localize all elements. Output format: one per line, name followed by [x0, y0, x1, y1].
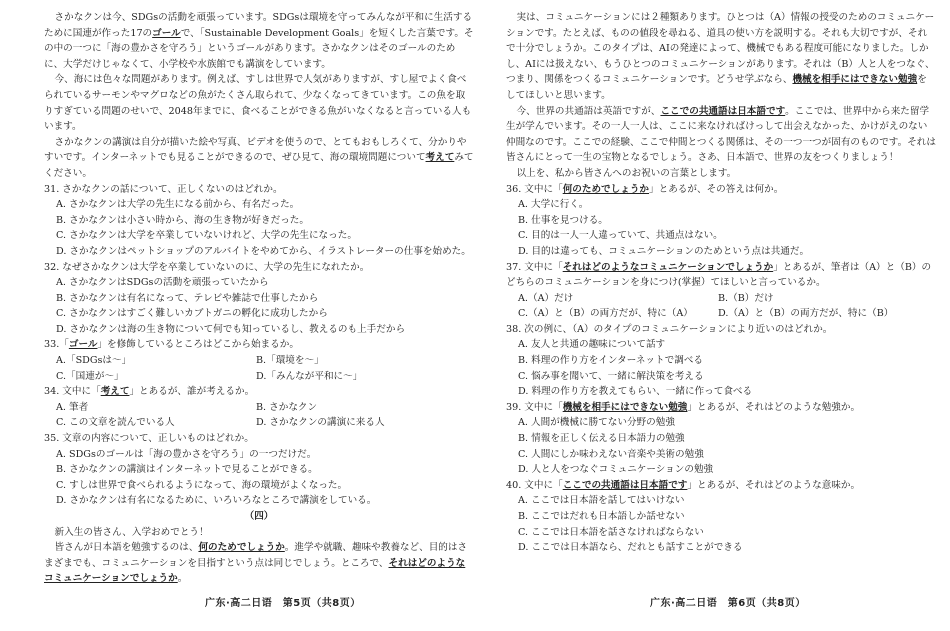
- left-page-column: [44, 10, 474, 587]
- option-row: [44, 415, 474, 431]
- option: C.（A）と（B）の両方だが、特に（A）: [518, 308, 693, 320]
- option: D. 料理の作り方を教えてもらい、一緒に作って食べる: [518, 386, 753, 398]
- option: B. さかなクン: [256, 401, 318, 413]
- option: B.「環境を～」: [256, 355, 324, 367]
- option: A. 大学に行く。: [518, 199, 589, 211]
- option: B. さかなクンは有名になって、テレビや雑誌で仕事したから: [56, 292, 319, 304]
- option: D. さかなクンはペットショップのアルバイトをやめてから、イラストレーターの仕事を始めた。: [56, 245, 471, 257]
- underlined-phrase-machine: 機械を相手にはできない勉強: [792, 74, 918, 86]
- option: A.「SDGsは～」: [56, 355, 132, 367]
- question-40-stem: 40. 文中に「ここでの共通語は日本語です」とあるが、それはどのような意味か。: [506, 479, 861, 491]
- option: D. さかなクンは有名になるために、いろいろなところで講演をしている。: [56, 495, 377, 507]
- option: C.「国連が～」: [56, 370, 124, 382]
- option-row: [506, 306, 936, 322]
- option: C. 目的は一人一人違っていて、共通点はない。: [518, 230, 723, 242]
- question-37-stem: 37. 文中に「それはどのようなコミュニケーションでしょうか」とあるが、筆者は（A）と（B）のどちらのコミュニケーションを身につけ(掌握）てほしいと言っているか。: [506, 261, 932, 289]
- option: C. 悩み事を聞いて、一緒に解決策を考える: [518, 370, 704, 382]
- option: B.（B）だけ: [718, 292, 774, 304]
- option: B. ここではだれも日本語しか話せない: [518, 511, 685, 522]
- option: D.（A）と（B）の両方だが、特に（B）: [718, 308, 894, 320]
- option: D. さかなクンの講演に来る人: [256, 417, 385, 429]
- paragraph: 皆さんが日本語を勉強するのは、何のためでしょうか。進学や就職、趣味や教養など、目的はさまざまでも、コミュニケーションを目指すという点は同じでしょう。ところで、それはどのようなコミュニケーションでしょうか。: [44, 542, 468, 585]
- option: B. 仕事を見つける。: [518, 214, 608, 226]
- option: D. さかなクンは海の生き物について何でも知っているし、教えるのも上手だから: [56, 323, 406, 335]
- paragraph: さかなクンの講演は自分が描いた絵や写真、ビデオを使うので、とてもおもしろくて、分かりやすいです。インターネットでも見ることができるので、ぜひ見て、海の環境問題について考えてみてください。: [44, 136, 474, 179]
- underlined-phrase-communication: それはどのようなコミュニケーションでしょうか: [44, 557, 466, 585]
- underlined-phrase-goal: ゴール: [152, 27, 181, 39]
- question-35-stem: 35. 文章の内容について、正しいものはどれか。: [44, 433, 254, 445]
- section-heading: （四）: [244, 511, 274, 522]
- page-footer-left: 广东·高二日语 第5页（共8页）: [205, 598, 361, 609]
- question-32-stem: 32. なぜさかなクンは大学を卒業していないのに、大学の先生になれたか。: [44, 261, 370, 273]
- option: A.（A）だけ: [518, 292, 574, 304]
- option: C. さかなクンは大学を卒業していないけれど、大学の先生になった。: [56, 230, 357, 242]
- underlined-phrase-purpose: 何のためでしょうか: [198, 542, 285, 554]
- option: D.「みんなが平和に～」: [256, 370, 363, 382]
- underlined-phrase-think: 考えて: [425, 152, 455, 164]
- question-31-stem: 31. さかなクンの話について、正しくないのはどれか。: [44, 183, 283, 195]
- paragraph: 今、海には色々な問題があります。例えば、すしは世界で人気がありますが、すし屋でよく食べられているサーモンやマグロなどの魚がたくさん取られて、少なくなってきています。この魚を取りすぎている問題のせいで、2048年までに、食べることができる魚がいなくなると言っている人もいます。: [44, 74, 472, 133]
- question-38-stem: 38. 次の例に、（A）のタイプのコミュニケーションにより近いのはどれか。: [506, 323, 833, 335]
- option-row: [44, 400, 474, 416]
- option: A. 人間が機械に勝てない分野の勉強: [518, 417, 675, 429]
- underlined-phrase-common-language: ここでの共通語は日本語です: [660, 105, 786, 117]
- option-row: [506, 291, 936, 307]
- option: C. すしは世界で食べられるようになって、海の環境がよくなった。: [56, 479, 348, 491]
- option: A. 筆者: [56, 401, 89, 413]
- option: A. さかなクンはSDGsの活動を頑張っていたから: [56, 277, 269, 289]
- option: C. ここでは日本語を話さなければならない: [518, 526, 704, 538]
- paragraph: 実は、コミュニケーションには２種類あります。ひとつは（A）情報の授受のためのコミュニケーションです。たとえば、ものの値段を尋ねる、道具の使い方を説明する。それも大切ですが、それで十分でしょうか。このタイプは、AIの発達によって、機械でもある程度可能になりました。しかし、AIには扱えない、もうひとつのコミュニケーションがあります。それは（B）人と人をつなぐ、つまり、関係をつくるコミュニケーションです。どうせ学ぶなら、機械を相手にはできない勉強をしてほしいと思います。: [506, 12, 935, 101]
- option: A. SDGsのゴールは「海の豊かさを守ろう」の一つだけだ。: [56, 448, 317, 460]
- option: C. この文章を読んでいる人: [56, 417, 175, 429]
- option-row: [44, 353, 474, 369]
- option: A. 友人と共通の趣味について話す: [518, 339, 666, 351]
- right-page-column: [506, 10, 936, 556]
- option: B. 情報を正しく伝える日本語力の勉強: [518, 433, 685, 445]
- page-footer-right: 广东·高二日语 第6页（共8页）: [650, 598, 806, 609]
- question-34-stem: 34. 文中に「考えて」とあるが、誰が考えるか。: [44, 386, 255, 398]
- option: D. 人と人をつなぐコミュニケーションの勉強: [518, 464, 714, 476]
- question-33-stem: 33.「ゴール」を修飾しているところはどこから始まるか。: [44, 339, 299, 351]
- option: D. 目的は違っても、コミュニケーションのためという点は共通だ。: [518, 245, 810, 257]
- option: D. ここでは日本語なら、だれとも話すことができる: [518, 542, 743, 554]
- option: C. 人間にしか味わえない音楽や美術の勉強: [518, 448, 704, 460]
- option: B. さかなクンの講演はインターネットで見ることができる。: [56, 464, 318, 476]
- option: B. 料理の作り方をインターネットで調べる: [518, 355, 703, 367]
- question-39-stem: 39. 文中に「機械を相手にはできない勉強」とあるが、それはどのような勉強か。: [506, 401, 861, 413]
- paragraph: 新入生の皆さん、入学おめでとう！: [54, 526, 209, 538]
- question-36-stem: 36. 文中に「何のためでしょうか」とあるが、その答えは何か。: [506, 183, 784, 195]
- paragraph: 以上を、私から皆さんへのお祝いの言葉とします。: [516, 167, 737, 179]
- paragraph: 今、世界の共通語は英語ですが、ここでの共通語は日本語です。ここでは、世界中から来た留学生が学んでいます。その一人一人は、ここに来なければけっして出会えなかった、かけがえのない仲間なのです。ここでの経験、ここで仲間とつくる関係は、その一つ一つが固有のものです。それは皆さんにとって一生の宝物となるでしょう。さあ、日本語で、世界の友をつくりましょう！: [506, 105, 936, 164]
- option: A. ここでは日本語を話してはいけない: [518, 495, 685, 507]
- paragraph: さかなクンは今、SDGsの活動を頑張っています。SDGsは環境を守ってみんなが平和に生活するために国連が作った17のゴールで、「Sustainable Development Goals」を短くした言葉です。その中の一つに「海の豊かさを守ろう」というゴールがあります。さかなクンはそのゴールのために、大学だけじゃなくて、小学校や水族館でも講演をしています。: [44, 12, 474, 70]
- option: B. さかなクンは小さい時から、海の生き物が好きだった。: [56, 214, 309, 226]
- option-row: [44, 369, 474, 385]
- option: A. さかなクンは大学の先生になる前から、有名だった。: [56, 199, 300, 211]
- option: C. さかなクンはすごく難しいカブトガニの孵化に成功したから: [56, 308, 328, 320]
